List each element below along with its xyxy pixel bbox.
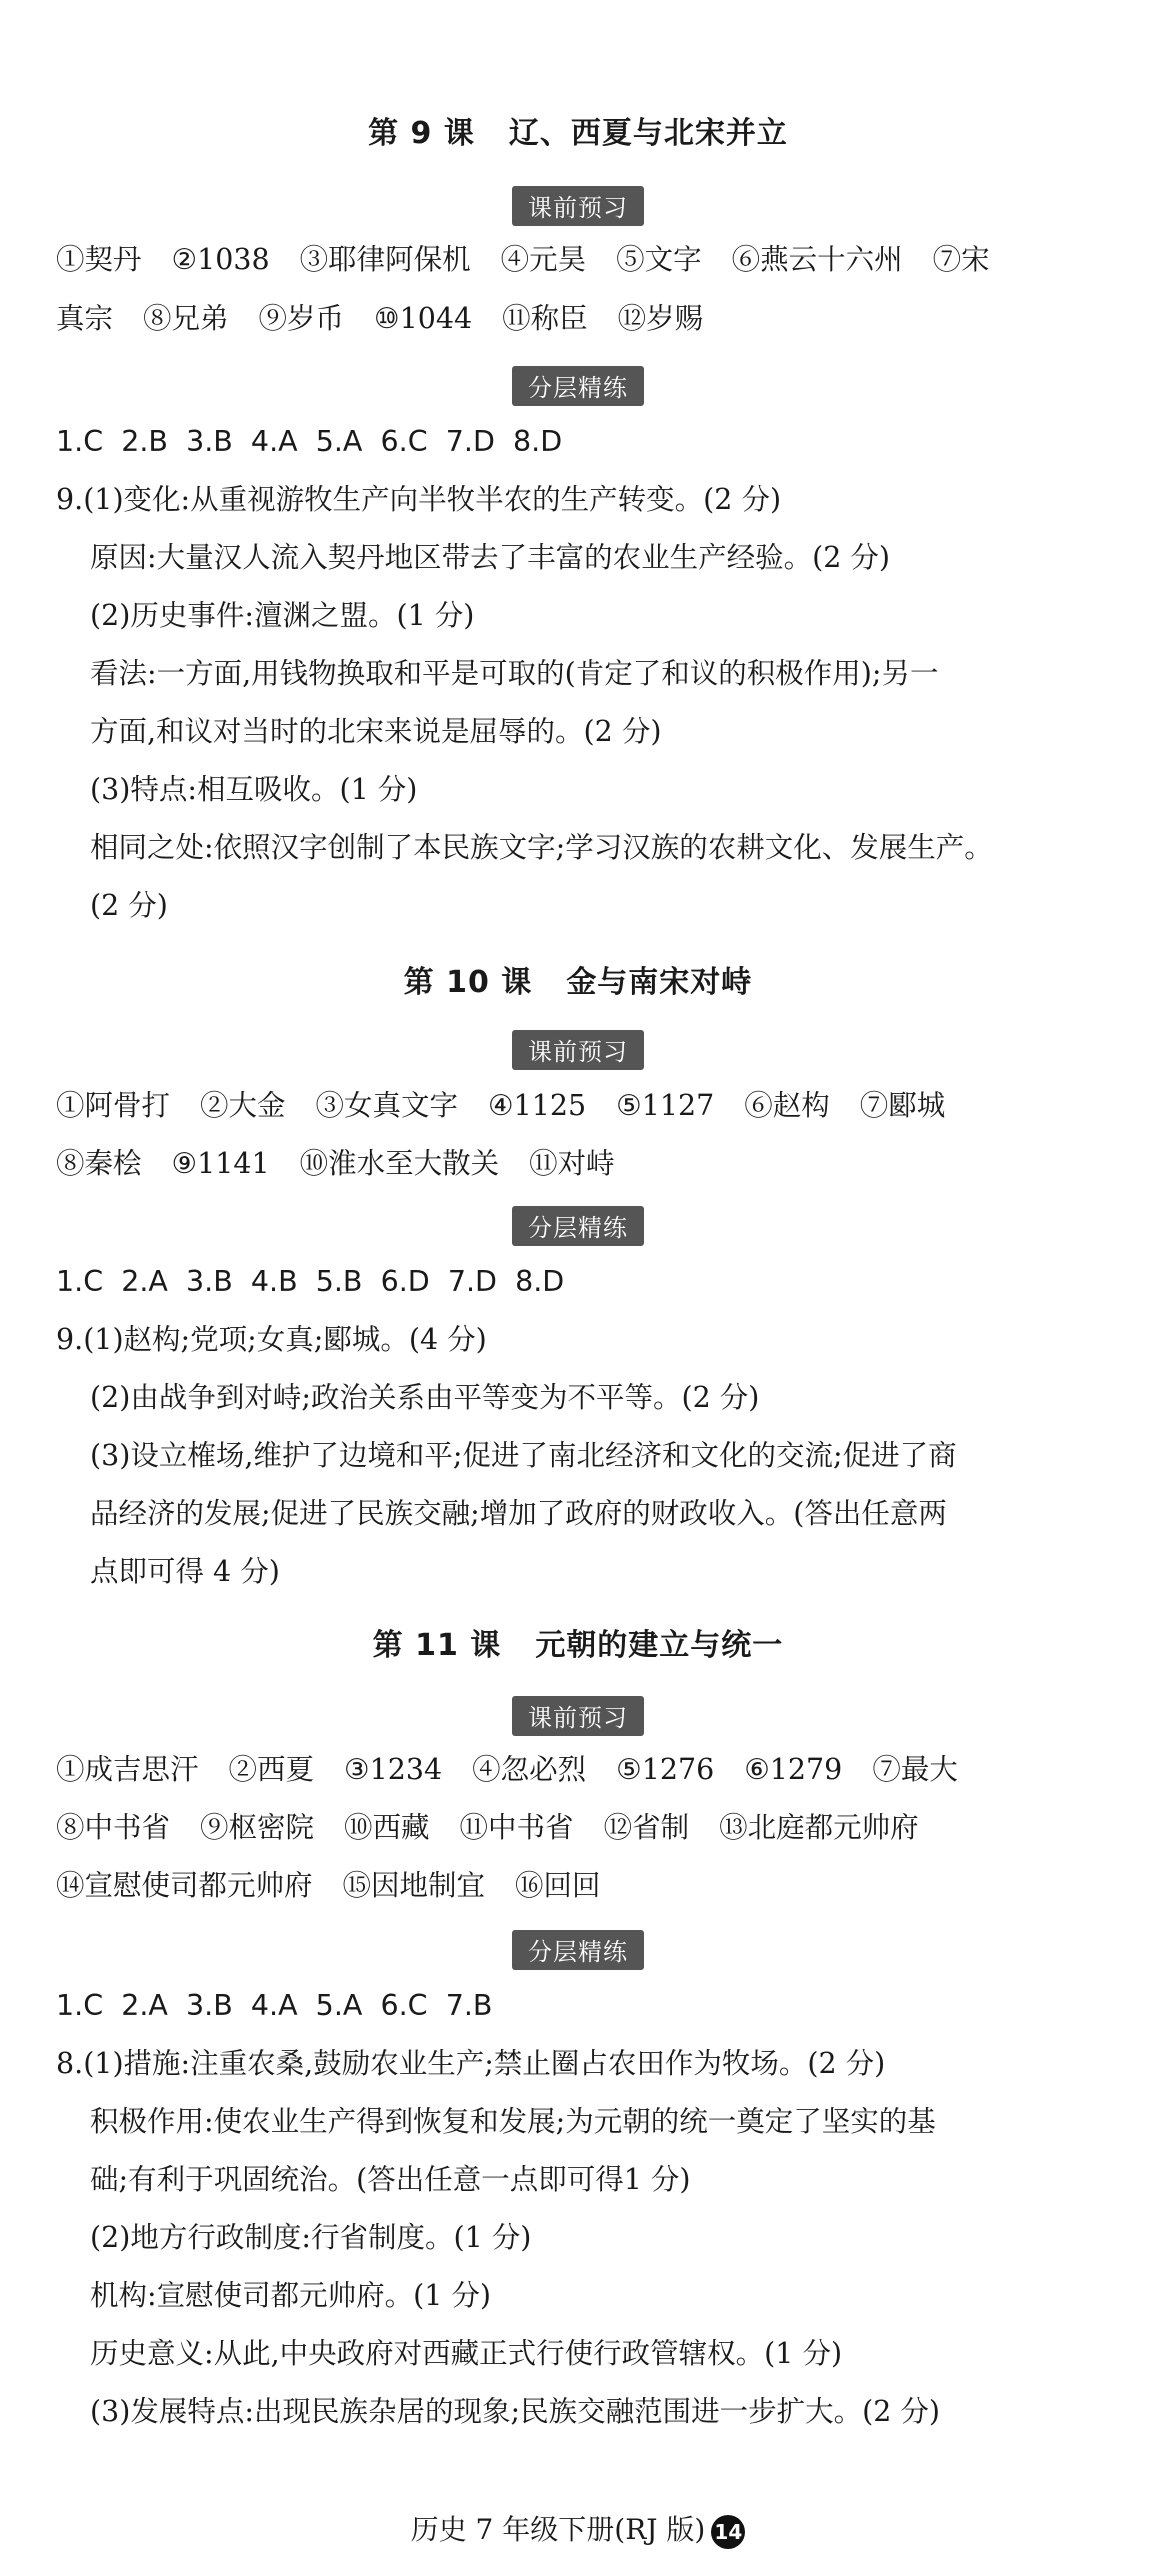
preview-tag: 课前预习 xyxy=(512,1696,644,1736)
lesson-11-title xyxy=(0,1620,1156,1664)
l9-preview-row2: 真宗 ⑧兄弟 ⑨岁币 ⑩1044 ⑪称臣 ⑫岁赐 xyxy=(56,302,704,335)
l11-preview-row2: ⑧中书省 ⑨枢密院 ⑩西藏 ⑪中书省 ⑫省制 ⑬北庭都元帅府 xyxy=(56,1811,919,1844)
l11-q8-line: 机构:宣慰使司都元帅府。(1 分) xyxy=(90,2279,492,2312)
preview-tag: 课前预习 xyxy=(512,1030,644,1070)
l9-q9-line: (2 分) xyxy=(90,889,168,922)
l10-q9-line: 9.(1)赵构;党项;女真;郾城。(4 分) xyxy=(56,1323,487,1356)
lesson-number: 第 11 课 xyxy=(372,1628,502,1663)
l10-q9-line: 点即可得 4 分) xyxy=(90,1555,280,1588)
l11-mc-answers: 1.C 2.A 3.B 4.A 5.A 6.C 7.B xyxy=(56,1989,493,2022)
l10-q9-line: 品经济的发展;促进了民族交融;增加了政府的财政收入。(答出任意两 xyxy=(90,1497,947,1530)
l11-q8-line: (3)发展特点:出现民族杂居的现象;民族交融范围进一步扩大。(2 分) xyxy=(90,2395,941,2428)
l11-q8-line: 积极作用:使农业生产得到恢复和发展;为元朝的统一奠定了坚实的基 xyxy=(90,2105,936,2138)
l9-q9-line: (2)历史事件:澶渊之盟。(1 分) xyxy=(90,599,475,632)
lesson-name: 金与南宋对峙 xyxy=(566,965,753,1000)
practice-tag: 分层精练 xyxy=(512,1930,644,1970)
l11-preview-row3: ⑭宣慰使司都元帅府 ⑮因地制宜 ⑯回回 xyxy=(56,1869,601,1902)
lesson-name: 元朝的建立与统一 xyxy=(535,1628,784,1663)
l11-q8-line: (2)地方行政制度:行省制度。(1 分) xyxy=(90,2221,532,2254)
practice-tag: 分层精练 xyxy=(512,1206,644,1246)
l10-mc-answers: 1.C 2.A 3.B 4.B 5.B 6.D 7.D 8.D xyxy=(56,1265,565,1298)
l10-preview-row1: ①阿骨打 ②大金 ③女真文字 ④1125 ⑤1127 ⑥赵构 ⑦郾城 xyxy=(56,1089,946,1122)
page-number: 14 xyxy=(711,2515,745,2549)
lesson-number: 第 10 课 xyxy=(403,965,533,1000)
l9-q9-line: 9.(1)变化:从重视游牧生产向半牧半农的生产转变。(2 分) xyxy=(56,483,782,516)
practice-tag: 分层精练 xyxy=(512,366,644,406)
l10-q9-line: (3)设立榷场,维护了边境和平;促进了南北经济和文化的交流;促进了商 xyxy=(90,1439,957,1472)
l11-q8-line: 8.(1)措施:注重农桑,鼓励农业生产;禁止圈占农田作为牧场。(2 分) xyxy=(56,2047,886,2080)
l10-preview-row2: ⑧秦桧 ⑨1141 ⑩淮水至大散关 ⑪对峙 xyxy=(56,1147,615,1180)
lesson-9-title xyxy=(0,108,1156,152)
lesson-name: 辽、西夏与北宋并立 xyxy=(508,116,788,151)
l11-q8-line: 础;有利于巩固统治。(答出任意一点即可得1 分) xyxy=(90,2163,691,2196)
l9-preview-row1: ①契丹 ②1038 ③耶律阿保机 ④元昊 ⑤文字 ⑥燕云十六州 ⑦宋 xyxy=(56,243,990,276)
l9-q9-line: 相同之处:依照汉字创制了本民族文字;学习汉族的农耕文化、发展生产。 xyxy=(90,831,993,864)
preview-tag: 课前预习 xyxy=(512,186,644,226)
l9-q9-line: 看法:一方面,用钱物换取和平是可取的(肯定了和议的积极作用);另一 xyxy=(90,657,939,690)
page-footer xyxy=(0,2508,1156,2549)
l11-q8-line: 历史意义:从此,中央政府对西藏正式行使行政管辖权。(1 分) xyxy=(90,2337,843,2370)
lesson-number: 第 9 课 xyxy=(368,116,475,151)
l9-q9-line: 原因:大量汉人流入契丹地区带去了丰富的农业生产经验。(2 分) xyxy=(90,541,891,574)
l9-q9-line: 方面,和议对当时的北宋来说是屈辱的。(2 分) xyxy=(90,715,662,748)
l10-q9-line: (2)由战争到对峙;政治关系由平等变为不平等。(2 分) xyxy=(90,1381,760,1414)
l9-mc-answers: 1.C 2.B 3.B 4.A 5.A 6.C 7.D 8.D xyxy=(56,425,563,458)
book-title: 历史 7 年级下册(RJ 版) xyxy=(410,2513,706,2546)
lesson-10-title xyxy=(0,957,1156,1001)
l11-preview-row1: ①成吉思汗 ②西夏 ③1234 ④忽必烈 ⑤1276 ⑥1279 ⑦最大 xyxy=(56,1753,958,1786)
l9-q9-line: (3)特点:相互吸收。(1 分) xyxy=(90,773,418,806)
